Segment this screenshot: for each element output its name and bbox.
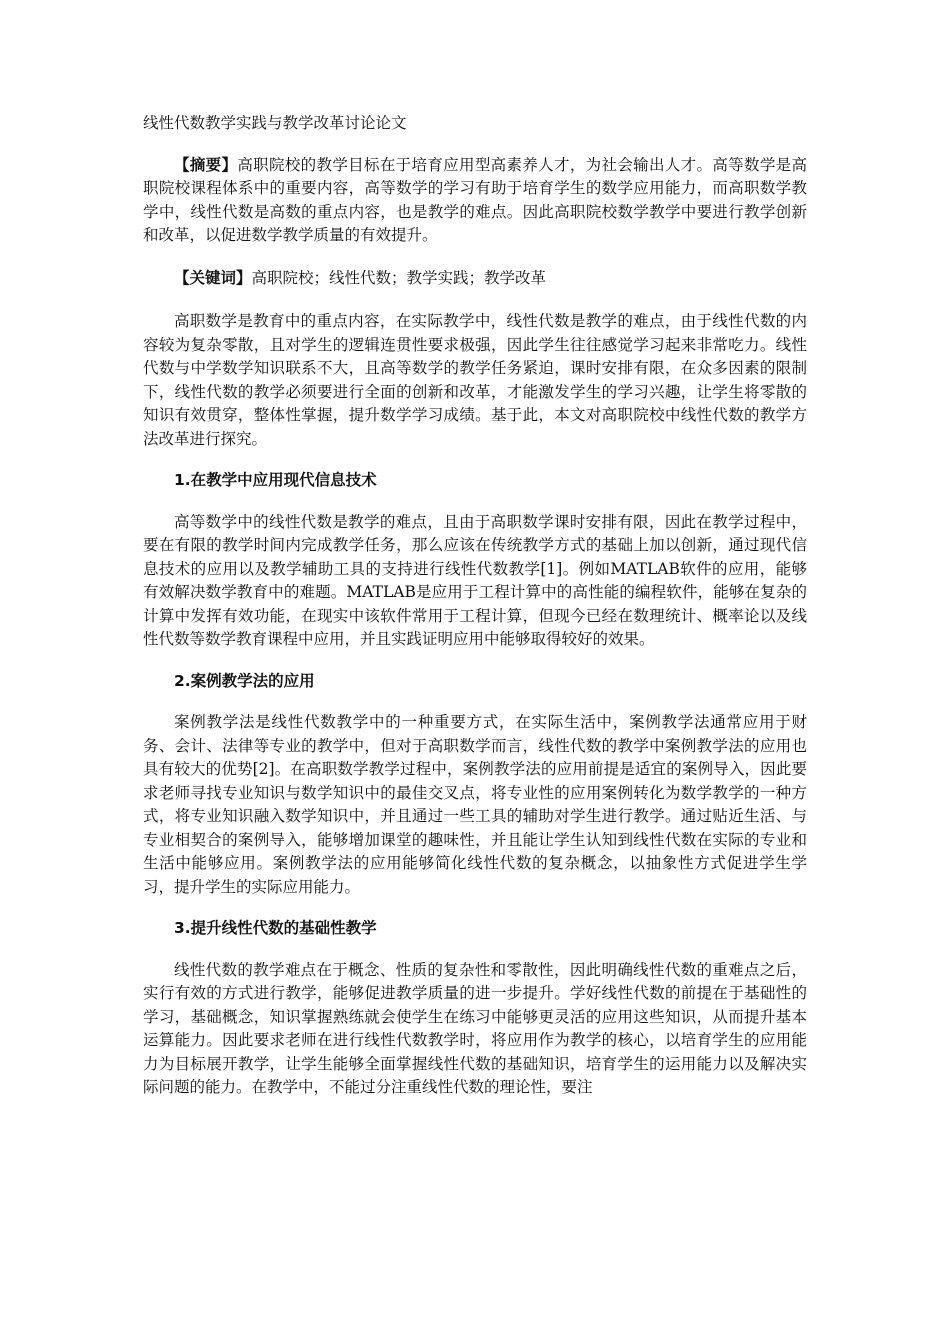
document-title: 线性代数教学实践与教学改革讨论论文	[143, 114, 407, 132]
section-body-1: 高等数学中的线性代数是教学的难点，且由于高职数学课时安排有限，因此在教学过程中，要在有限的教学时间内完成教学任务，那么应该在传统教学方式的基础上加以创新，通过现代信息技术的应用以及教学辅助工具的支持进行线性代数教学[1]。例如MATLAB软件的应用，能够有效解决数学教育中的难题。MATLAB是应用于工程计算中的高性能的编程软件，能够在复杂的计算中发挥有效功能，在现实中该软件常用于工程计算，但现今已经在数理统计、概率论以及线性代数等数学教育课程中应用，并且实践证明应用中能够取得较好的效果。	[143, 512, 807, 648]
abstract-text: 高职院校的教学目标在于培育应用型高素养人才，为社会输出人才。高等数学是高职院校课程体系中的重要内容，高等数学的学习有助于培育学生的数学应用能力，而高职数学教学中，线性代数是高数的重点内容，也是教学的难点。因此高职院校数学教学中要进行教学创新和改革，以促进数学教学质量的有效提升。	[143, 155, 807, 244]
section-heading-3: 3.提升线性代数的基础性教学	[174, 919, 377, 937]
intro-paragraph: 高职数学是教育中的重点内容，在实际教学中，线性代数是教学的难点，由于线性代数的内容较为复杂零散，且对学生的逻辑连贯性要求极强，因此学生往往感觉学习起来非常吃力。线性代数与中学数学知识联系不大，且高等数学的教学任务紧迫，课时安排有限，在众多因素的限制下，线性代数的教学必须要进行全面的创新和改革，才能激发学生的学习兴趣，让学生将零散的知识有效贯穿，整体性掌握，提升数学学习成绩。基于此，本文对高职院校中线性代数的教学方法改革进行探究。	[143, 312, 807, 448]
keywords-text: 高职院校；线性代数；教学实践；教学改革	[251, 268, 547, 287]
section-body-2: 案例教学法是线性代数教学中的一种重要方式，在实际生活中，案例教学法通常应用于财务、会计、法律等专业的教学中，但对于高职数学而言，线性代数的教学中案例教学法的应用也具有较大的优势[2]。在高职数学教学过程中，案例教学法的应用前提是适宜的案例导入，因此要求老师寻找专业知识与数学知识中的最佳交叉点，将专业性的应用案例转化为数学教学的一种方式，将专业知识融入数学知识中，并且通过一些工具的辅助对学生进行教学。通过贴近生活、与专业相契合的案例导入，能够增加课堂的趣味性，并且能让学生认知到线性代数在实际的专业和生活中能够应用。案例教学法的应用能够简化线性代数的复杂概念，以抽象性方式促进学生学习，提升学生的实际应用能力。	[143, 713, 807, 896]
section-heading-2: 2.案例教学法的应用	[174, 671, 315, 690]
abstract-label: 【摘要】	[174, 154, 238, 174]
keywords-paragraph	[143, 266, 807, 291]
abstract-paragraph	[143, 153, 807, 248]
section-body-3: 线性代数的教学难点在于概念、性质的复杂性和零散性，因此明确线性代数的重难点之后，实行有效的方式进行教学，能够促进教学质量的进一步提升。学好线性代数的前提在于基础性的学习，基础概念，知识掌握熟练就会使学生在练习中能够更灵活的应用这些知识，从而提升基本运算能力。因此要求老师在进行线性代数教学时，将应用作为教学的核心，以培育学生的应用能力为目标展开教学，让学生能够全面掌握线性代数的基础知识，培育学生的运用能力以及解决实际问题的能力。在教学中，不能过分注重线性代数的理论性，要注	[143, 960, 807, 1096]
keywords-label: 【关键词】	[174, 267, 252, 287]
section-heading-1: 1.在教学中应用现代信息技术	[174, 471, 377, 489]
document-page	[143, 112, 807, 1118]
